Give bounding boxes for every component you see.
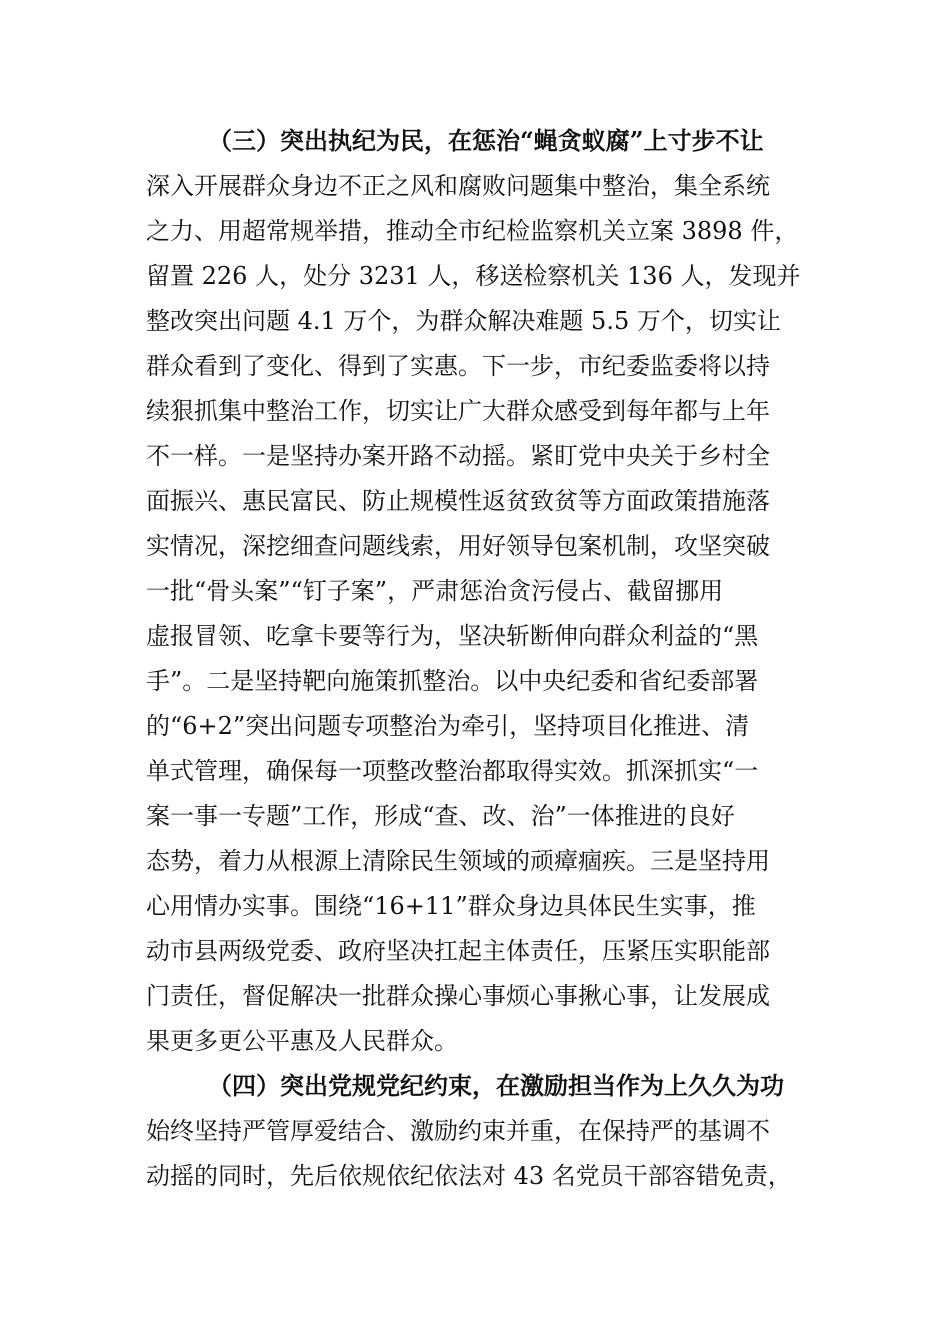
section-4-line-2: 动摇的同时，先后依规依纪依法对 43 名党员干部容错免责， (146, 1162, 792, 1190)
section-3-line-9: 实情况，深挖细查问题线索，用好领导包案机制，攻坚突破 (146, 532, 770, 560)
section-3-line-12: 手”。二是坚持靶向施策抓整治。以中央纪委和省纪委部署 (146, 667, 759, 695)
section-3-line-18: 动市县两级党委、政府坚决扛起主体责任，压紧压实职能部 (146, 937, 770, 965)
section-3-line-11: 虚报冒领、吃拿卡要等行为，坚决斩断伸向群众利益的“黑 (146, 622, 759, 650)
section-4-heading: （四）突出党规党纪约束，在激励担当作为上久久为功 (208, 1071, 784, 1100)
section-4-line-1: 始终坚持严管厚爱结合、激励约束并重，在保持严的基调不 (146, 1117, 770, 1145)
section-3-line-20: 果更多更公平惠及人民群众。 (146, 1027, 458, 1055)
section-3-line-15: 案一事一专题”工作，形成“查、改、治”一体推进的良好 (146, 802, 735, 830)
section-3-line-14: 单式管理，确保每一项整改整治都取得实效。抓深抓实“一 (146, 757, 759, 785)
section-3-line-13: 的“6+2”突出问题专项整治为牵引，坚持项目化推进、清 (146, 712, 750, 740)
section-3-line-8: 面振兴、惠民富民、防止规模性返贫致贫等方面政策措施落 (146, 487, 770, 515)
section-3-line-5: 群众看到了变化、得到了实惠。下一步，市纪委监委将以持 (146, 352, 770, 380)
section-3-heading: （三）突出执纪为民，在惩治“蝇贪蚁腐”上寸步不让 (208, 126, 764, 155)
section-3-line-3: 留置 226 人，处分 3231 人，移送检察机关 136 人，发现并 (146, 262, 801, 290)
section-3-line-10: 一批“骨头案”“钉子案”，严肃惩治贪污侵占、截留挪用 (146, 577, 724, 605)
section-3-line-4: 整改突出问题 4.1 万个，为群众解决难题 5.5 万个，切实让 (146, 307, 781, 335)
section-3-line-6: 续狠抓集中整治工作，切实让广大群众感受到每年都与上年 (146, 397, 770, 425)
section-3-line-19: 门责任，督促解决一批群众操心事烦心事揪心事，让发展成 (146, 982, 770, 1010)
section-3-line-1: 深入开展群众身边不正之风和腐败问题集中整治，集全系统 (146, 172, 770, 200)
section-3-line-2: 之力、用超常规举措，推动全市纪检监察机关立案 3898 件， (146, 217, 799, 245)
section-3-line-16: 态势，着力从根源上清除民生领域的顽瘴痼疾。三是坚持用 (146, 847, 770, 875)
section-3-line-17: 心用情办实事。围绕“16+11”群众身边具体民生实事，推 (146, 892, 756, 920)
section-3-line-7: 不一样。一是坚持办案开路不动摇。紧盯党中央关于乡村全 (146, 442, 770, 470)
